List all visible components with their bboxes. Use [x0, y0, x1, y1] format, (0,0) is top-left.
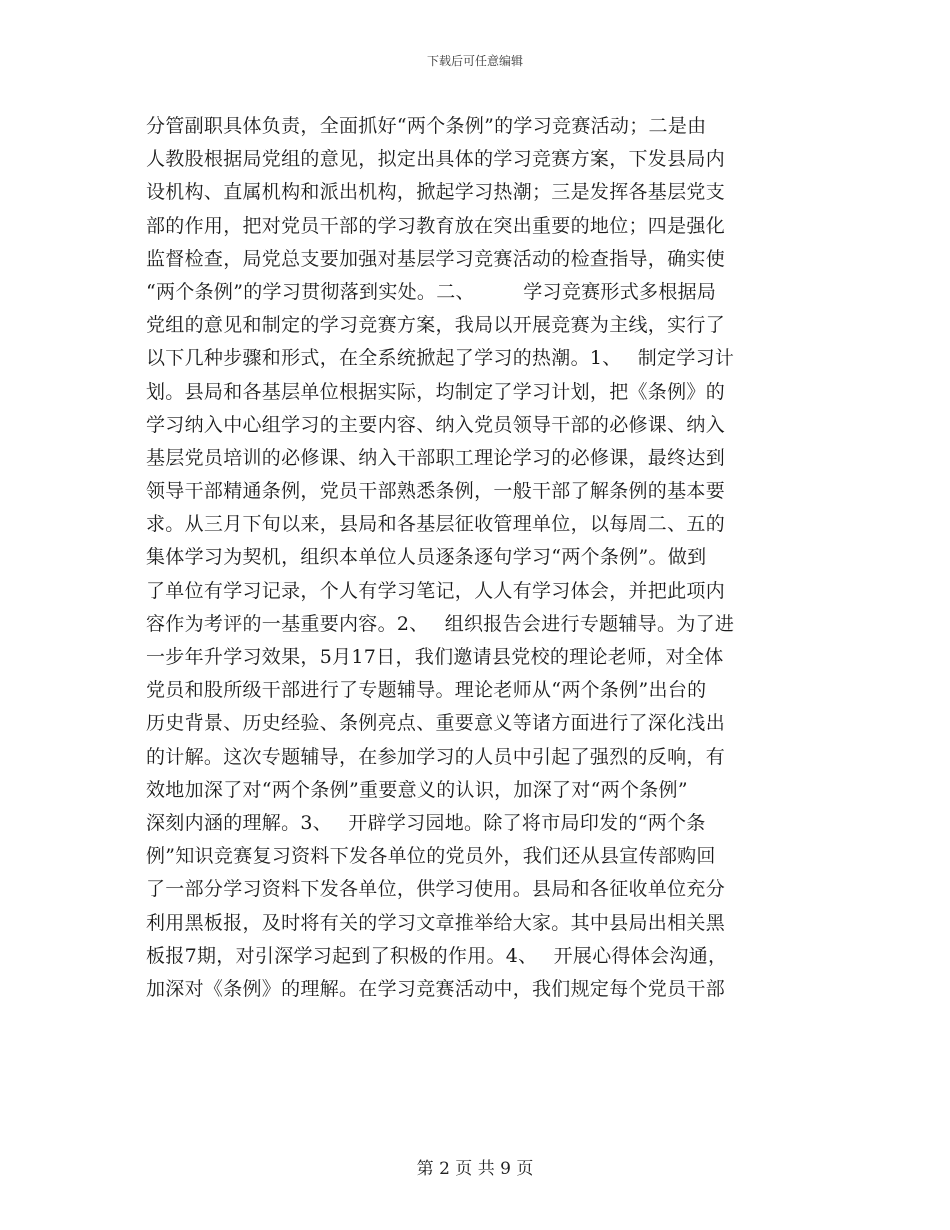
body-line: 加深对《条例》的理解。在学习竞赛活动中，我们规定每个党员干部 [146, 977, 726, 1000]
body-line: 党组的意见和制定的学习竞赛方案，我局以开展竞赛为主线，实行了 [146, 314, 726, 337]
body-line: 求。从三月下旬以来，县局和各基层征收管理单位，以每周二、五的 [146, 513, 726, 536]
body-line: “两个条例”的学习贯彻落到实处。二、 学习竞赛形式多根据局 [146, 280, 717, 303]
page-header: 下载后可任意编辑 [426, 54, 523, 68]
body-line: 学习纳入中心组学习的主要内容、纳入党员领导干部的必修课、纳入 [146, 413, 726, 436]
body-line: 以下几种步骤和形式，在全系统掀起了学习的热潮。1、 制定学习计 [146, 347, 735, 370]
body-line: 部的作用，把对党员干部的学习教育放在突出重要的地位；四是强化 [146, 214, 726, 237]
body-line: 领导干部精通条例，党员干部熟悉条例，一般干部了解条例的基本要 [146, 480, 726, 503]
body-line: 分管副职具体负责，全面抓好“两个条例”的学习竞赛活动；二是由 [146, 115, 707, 137]
body-line: 容作为考评的一基重要内容。2、 组织报告会进行专题辅导。为了进 [146, 612, 735, 635]
body-line: 利用黑板报，及时将有关的学习文章推举给大家。其中县局出相关黑 [146, 911, 726, 934]
body-line: 历史背景、历史经验、条例亮点、重要意义等诸方面进行了深化浅出 [146, 712, 726, 735]
body-line: 设机构、直属机构和派出机构，掀起学习热潮；三是发挥各基层党支 [146, 181, 726, 204]
page-number-footer: 第 2 页 共 9 页 [416, 1159, 534, 1179]
body-line: 了单位有学习记录，个人有学习笔记，人人有学习体会，并把此项内 [146, 579, 726, 602]
body-line: 人教股根据局党组的意见，拟定出具体的学习竞赛方案，下发县局内 [146, 148, 726, 171]
body-line: 的计解。这次专题辅导，在参加学习的人员中引起了强烈的反响，有 [146, 745, 726, 768]
body-line: 了一部分学习资料下发各单位，供学习使用。县局和各征收单位充分 [146, 878, 726, 901]
body-line: 深刻内涵的理解。3、 开辟学习园地。除了将市局印发的“两个条 [146, 811, 706, 834]
body-line: 效地加深了对“两个条例”重要意义的认识，加深了对“两个条例” [146, 778, 688, 801]
body-line: 集体学习为契机，组织本单位人员逐条逐句学习“两个条例”。做到 [146, 546, 707, 569]
body-line: 例”知识竞赛复习资料下发各单位的党员外，我们还从县宣传部购回 [146, 845, 716, 868]
body-line: 板报7期，对引深学习起到了积极的作用。4、 开展心得体会沟通， [146, 944, 728, 967]
body-line: 划。县局和各基层单位根据实际，均制定了学习计划，把《条例》的 [146, 380, 726, 403]
body-line: 一步年升学习效果，5月17日，我们邀请县党校的理论老师，对全体 [146, 646, 724, 668]
document-body [146, 110, 806, 1006]
body-line: 党员和股所级干部进行了专题辅导。理论老师从“两个条例”出台的 [146, 679, 707, 702]
body-line: 基层党员培训的必修课、纳入干部职工理论学习的必修课，最终达到 [146, 446, 726, 469]
body-line: 监督检查，局党总支要加强对基层学习竞赛活动的检查指导，确实使 [146, 247, 726, 270]
